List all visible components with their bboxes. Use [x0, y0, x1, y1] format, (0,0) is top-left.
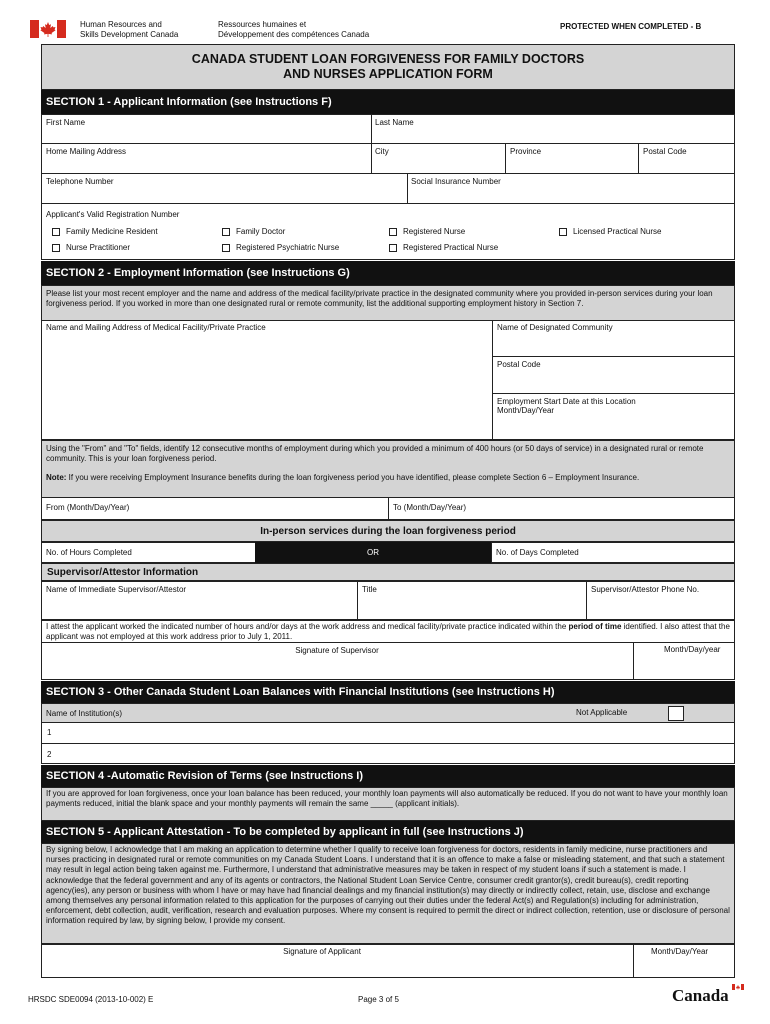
attest-text-part2: identified. I also attest that the applicant was not employed at this work address prior to July 1, 2011. [46, 622, 730, 642]
supervisor-title-label: Title [362, 585, 377, 594]
ei-note-text: If you were receiving Employment Insurance benefits during the loan forgiveness period you have identified, please complete Section 6 – Employment Insurance. [66, 473, 640, 482]
employment-postal-code-label: Postal Code [497, 360, 541, 369]
postal-code-field[interactable] [639, 157, 734, 172]
start-date-field[interactable] [493, 417, 734, 439]
ei-note-label: Note: [46, 473, 67, 482]
applicant-date-field[interactable] [634, 958, 734, 977]
home-address-label: Home Mailing Address [46, 147, 127, 156]
employment-postal-code-field[interactable] [493, 370, 734, 392]
registered-psychiatric-nurse-label: Registered Psychiatric Nurse [236, 243, 340, 252]
supervisor-title-field[interactable] [358, 596, 585, 619]
page-number: Page 3 of 5 [358, 995, 399, 1004]
nurse-practitioner-checkbox[interactable] [52, 244, 60, 252]
licensed-practical-nurse-checkbox[interactable] [559, 228, 567, 236]
section5-text: By signing below, I acknowledge that I am making an application to determine whether I qualify to receive loan forgiveness for doctors, residents in family medicine, nurse practitioners and nurses practicing in designated rural or remote communities on my Canada Student Loans. I understand that it is an offence to make a false or misleading statement, and that such a statement may result in legal action being taken against me. Furthermore, I understand that administrative measures may be taken in respect of my student loans if such a statement is made. I acknowledge that the federal government and any of its agents or contractors, the National Student Loan Service Centre, consumer credit grantor(s), credit bureau(s), credit reporting agency(ies), any person or business with whom I have or may have had financial dealings and my financial institution(s) may directly or indirectly collect, retain, use, disclose and exchange among themselves any personal information related to this application for the purposes of carrying out their duties under the federal Act(s) and Regulation(s) including for administration, enforcement, debt collection, audit, verification, research and evaluation purposes. Where my consent is required to permit the direct or indirect collection, retention, use or disclosure of personal information required by law, by signing below, I provide my consent. [46, 845, 730, 926]
registered-psychiatric-nurse-checkbox[interactable] [222, 244, 230, 252]
inperson-heading: In-person services during the loan forgiveness period [41, 520, 735, 542]
institution-row-2-number: 2 [47, 750, 52, 759]
first-name-label: First Name [46, 118, 86, 127]
start-date-label-line2: Month/Day/Year [497, 406, 555, 415]
section5-heading: SECTION 5 - Applicant Attestation - To be completed by applicant in full (see Instructions J) [41, 821, 735, 843]
postal-code-label: Postal Code [643, 147, 687, 156]
start-date-label-line1: Employment Start Date at this Location [497, 397, 636, 406]
nurse-practitioner-label: Nurse Practitioner [66, 243, 131, 252]
section2-intro: Please list your most recent employer and the name and address of the medical facility/private practice in the designated community where you provided in-person services during your loan forgiveness period. If you worked in more than one designated rural or remote community, list the additional supporting employment history in Section 7. [46, 289, 713, 309]
hours-label: No. of Hours Completed [46, 548, 132, 557]
family-doctor-checkbox[interactable] [222, 228, 230, 236]
department-english-line1: Human Resources and [80, 20, 162, 29]
supervisor-name-field[interactable] [42, 596, 356, 619]
attest-text-bold: period of time [568, 622, 622, 631]
institution-label: Name of Institution(s) [46, 709, 123, 718]
telephone-field[interactable] [42, 187, 406, 202]
institution-row-2-field[interactable] [58, 744, 734, 763]
not-applicable-checkbox[interactable] [668, 706, 684, 721]
sin-label: Social Insurance Number [411, 177, 501, 186]
supervisor-phone-field[interactable] [587, 596, 734, 619]
supervisor-signature-label: Signature of Supervisor [295, 646, 379, 655]
section3-heading: SECTION 3 - Other Canada Student Loan Balances with Financial Institutions (see Instructions H) [41, 681, 735, 703]
department-french [218, 20, 369, 40]
canada-flag-logo [30, 20, 66, 38]
community-field[interactable] [493, 334, 734, 356]
form-title-line2: AND NURSES APPLICATION FORM [283, 67, 493, 81]
supervisor-heading: Supervisor/Attestor Information [41, 563, 735, 581]
registered-nurse-checkbox[interactable] [389, 228, 397, 236]
days-field[interactable] [605, 543, 734, 562]
supervisor-attestation-text [46, 622, 730, 642]
form-identifier: HRSDC SDE0094 (2013-10-002) E [28, 995, 154, 1004]
from-to-instruction: Using the "From" and "To" fields, identify 12 consecutive months of employment during which you provided a minimum of 400 hours (or 50 days of service) in a designated rural or remote community. This is your loan forgiveness period. [46, 444, 704, 464]
last-name-label: Last Name [375, 118, 414, 127]
to-label: To (Month/Day/Year) [393, 503, 467, 512]
department-french-line2: Développement des compétences Canada [218, 30, 370, 39]
department-english-line2: Skills Development Canada [80, 30, 179, 39]
first-name-field[interactable] [42, 128, 370, 142]
section2-heading: SECTION 2 - Employment Information (see Instructions G) [41, 261, 735, 285]
institution-row-1-number: 1 [47, 728, 52, 737]
facility-label: Name and Mailing Address of Medical Facility/Private Practice [46, 323, 266, 332]
sin-field[interactable] [408, 187, 734, 202]
family-medicine-resident-label: Family Medicine Resident [66, 227, 158, 236]
province-label: Province [510, 147, 542, 156]
community-label: Name of Designated Community [497, 323, 613, 332]
registered-nurse-label: Registered Nurse [403, 227, 466, 236]
days-label: No. of Days Completed [496, 548, 579, 557]
from-date-field[interactable] [150, 498, 386, 519]
province-field[interactable] [506, 157, 637, 172]
section4-heading: SECTION 4 -Automatic Revision of Terms (see Instructions I) [41, 765, 735, 787]
or-separator: OR [255, 542, 491, 563]
canada-wordmark: Canada [672, 986, 729, 1005]
institution-row-1-field[interactable] [58, 723, 734, 742]
family-medicine-resident-checkbox[interactable] [52, 228, 60, 236]
ei-note [46, 473, 732, 483]
from-label: From (Month/Day/Year) [46, 503, 130, 512]
registered-practical-nurse-label: Registered Practical Nurse [403, 243, 499, 252]
registration-label: Applicant's Valid Registration Number [46, 210, 180, 219]
protected-label: PROTECTED WHEN COMPLETED - B [560, 22, 702, 31]
form-title-line1: CANADA STUDENT LOAN FORGIVENESS FOR FAMILY DOCTORS [191, 52, 585, 66]
city-label: City [375, 147, 389, 156]
section1-heading: SECTION 1 - Applicant Information (see Instructions F) [41, 90, 735, 114]
department-english [80, 20, 178, 40]
to-date-field[interactable] [490, 498, 734, 519]
attest-text-part1: I attest the applicant worked the indicated number of hours and/or days at the work address and medical facility/private practice indicated within the [46, 622, 569, 631]
applicant-date-label: Month/Day/Year [651, 947, 709, 956]
department-french-line1: Ressources humaines et [218, 20, 307, 29]
family-doctor-label: Family Doctor [236, 227, 286, 236]
city-field[interactable] [372, 157, 504, 172]
licensed-practical-nurse-label: Licensed Practical Nurse [573, 227, 662, 236]
supervisor-date-field[interactable] [634, 656, 734, 679]
supervisor-date-label: Month/Day/year [664, 645, 721, 654]
supervisor-phone-label: Supervisor/Attestor Phone No. [591, 585, 700, 594]
facility-field[interactable] [42, 334, 491, 439]
institution-header-row [41, 703, 735, 723]
hours-field[interactable] [160, 543, 254, 562]
registered-practical-nurse-checkbox[interactable] [389, 244, 397, 252]
supervisor-name-label: Name of Immediate Supervisor/Attestor [46, 585, 187, 594]
not-applicable-label: Not Applicable [576, 708, 628, 717]
section4-text: If you are approved for loan forgiveness, once your loan balance has been reduced, your monthly loan payments will also automatically be reduced. If you do not want to have your monthly loan payments reduced, initial the blank space and your monthly payments will remain the same _____ (applicant initials). [46, 789, 728, 809]
telephone-label: Telephone Number [46, 177, 114, 186]
form-title [41, 44, 735, 90]
home-address-field[interactable] [42, 157, 370, 172]
applicant-initials-field[interactable] [632, 797, 660, 808]
applicant-signature-label: Signature of Applicant [283, 947, 361, 956]
last-name-field[interactable] [372, 128, 734, 142]
wordmark-flag-icon [732, 984, 744, 990]
